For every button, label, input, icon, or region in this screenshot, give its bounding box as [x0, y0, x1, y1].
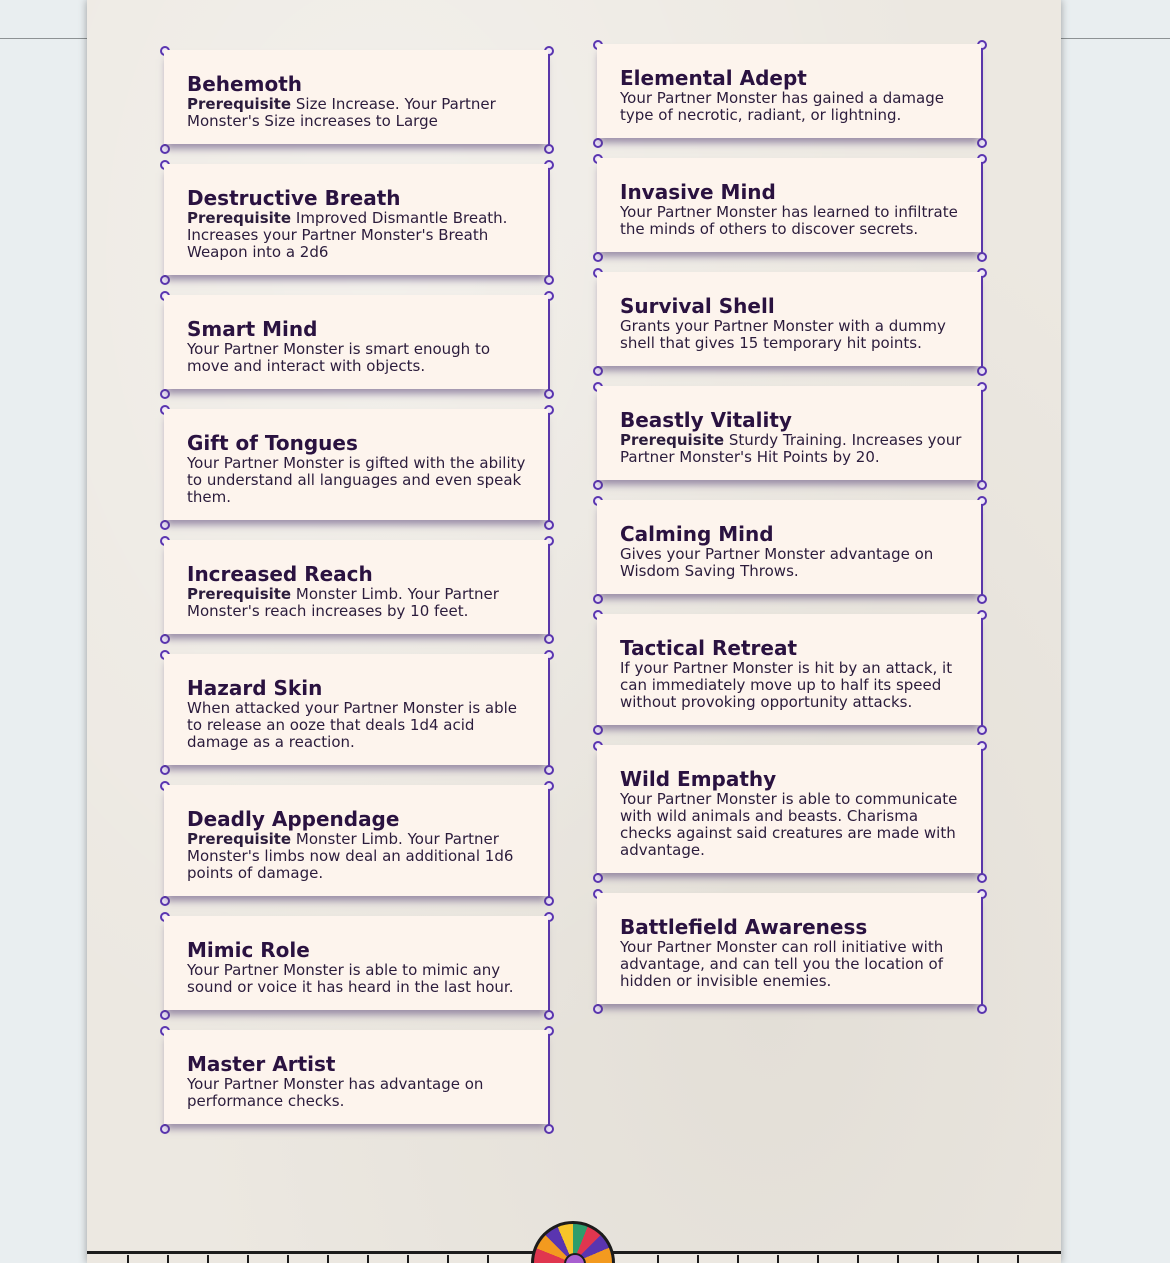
stained-glass-emblem-icon [531, 1221, 615, 1263]
rail-right-ornament [548, 50, 550, 150]
rail-right-ornament [548, 916, 550, 1016]
feature-card [159, 785, 551, 896]
feature-title: Calming Mind [620, 522, 774, 546]
footer-tick [1017, 1255, 1019, 1263]
footer-tick [287, 1255, 289, 1263]
prerequisite-label: Prerequisite [187, 209, 292, 227]
feature-title: Deadly Appendage [187, 807, 400, 831]
feature-card [159, 540, 551, 634]
feature-description: If your Partner Monster is hit by an attack, it can immediately move up to half its speed without provoking opportunity attacks. [620, 659, 953, 711]
prerequisite-label: Prerequisite [620, 431, 725, 449]
rail-right-ornament [981, 272, 983, 372]
rail-right-ornament [548, 295, 550, 395]
feature-title: Battlefield Awareness [620, 915, 868, 939]
rail-right-ornament [548, 540, 550, 640]
feature-title: Mimic Role [187, 938, 310, 962]
feature-card [159, 164, 551, 275]
footer-tick [167, 1255, 169, 1263]
feature-title: Elemental Adept [620, 66, 807, 90]
right-feature-column [592, 44, 984, 1024]
feature-description: Grants your Partner Monster with a dummy shell that gives 15 temporary hit points. [620, 317, 946, 352]
feature-description [187, 586, 530, 620]
footer-tick [977, 1255, 979, 1263]
feature-text: Increases your Partner Monster's Breath Weapon into a 2d6 [187, 226, 489, 261]
footer-tick [937, 1255, 939, 1263]
feature-card [592, 893, 984, 1004]
prerequisite-value: Size Increase. [295, 95, 400, 113]
prerequisite-label: Prerequisite [187, 95, 292, 113]
prerequisite-label: Prerequisite [187, 585, 292, 603]
feature-text: Your Partner Monster's Size increases to Large [187, 95, 496, 130]
document-page [87, 0, 1061, 1263]
footer-tick [127, 1255, 129, 1263]
feature-description: Your Partner Monster is smart enough to move and interact with objects. [187, 340, 491, 375]
feature-text: Your Partner Monster's limbs now deal an additional 1d6 points of damage. [187, 830, 514, 882]
feature-description: Your Partner Monster is gifted with the ability to understand all languages and even speak them. [187, 454, 526, 506]
footer-tick [447, 1255, 449, 1263]
rail-right-ornament [548, 409, 550, 526]
feature-description: Your Partner Monster has advantage on performance checks. [187, 1075, 484, 1110]
feature-description: Your Partner Monster has gained a damage type of necrotic, radiant, or lightning. [620, 89, 944, 124]
feature-text: Increases your Partner Monster's Hit Points by 20. [620, 431, 962, 466]
feature-description [187, 831, 530, 882]
feature-card [592, 272, 984, 366]
feature-description: Your Partner Monster is able to mimic any sound or voice it has heard in the last hour. [187, 961, 514, 996]
feature-description [620, 432, 963, 466]
feature-title: Behemoth [187, 72, 302, 96]
prerequisite-label: Prerequisite [187, 830, 292, 848]
rail-right-ornament [981, 745, 983, 879]
feature-card [159, 295, 551, 389]
footer-tick [817, 1255, 819, 1263]
feature-text: Your Partner Monster's reach increases by 10 feet. [187, 585, 499, 620]
rail-right-ornament [981, 386, 983, 486]
rail-right-ornament [981, 44, 983, 144]
feature-card [592, 614, 984, 725]
feature-title: Gift of Tongues [187, 431, 358, 455]
footer-tick [207, 1255, 209, 1263]
feature-card [159, 916, 551, 1010]
footer-tick [857, 1255, 859, 1263]
rail-right-ornament [548, 654, 550, 771]
footer-tick [487, 1255, 489, 1263]
feature-title: Increased Reach [187, 562, 373, 586]
footer-tick [737, 1255, 739, 1263]
rail-right-ornament [981, 158, 983, 258]
rail-right-ornament [981, 614, 983, 731]
prerequisite-value: Monster Limb. [295, 830, 403, 848]
feature-description [187, 96, 530, 130]
footer-tick [897, 1255, 899, 1263]
feature-title: Beastly Vitality [620, 408, 792, 432]
prerequisite-value: Monster Limb. [295, 585, 403, 603]
feature-description: Your Partner Monster can roll initiative with advantage, and can tell you the location of hidden or invisible enemies. [620, 938, 944, 990]
footer-tick [697, 1255, 699, 1263]
feature-description: Gives your Partner Monster advantage on Wisdom Saving Throws. [620, 545, 934, 580]
feature-card [159, 654, 551, 765]
feature-title: Hazard Skin [187, 676, 323, 700]
prerequisite-value: Improved Dismantle Breath. [295, 209, 508, 227]
rail-right-ornament [548, 785, 550, 902]
feature-description: When attacked your Partner Monster is able to release an ooze that deals 1d4 acid damage as a reaction. [187, 699, 518, 751]
feature-title: Invasive Mind [620, 180, 776, 204]
feature-card [159, 1030, 551, 1124]
footer-tick [327, 1255, 329, 1263]
feature-title: Wild Empathy [620, 767, 777, 791]
feature-description: Your Partner Monster has learned to infiltrate the minds of others to discover secrets. [620, 203, 958, 238]
rail-right-ornament [981, 893, 983, 1010]
feature-card [592, 386, 984, 480]
feature-title: Survival Shell [620, 294, 775, 318]
feature-title: Smart Mind [187, 317, 318, 341]
feature-description: Your Partner Monster is able to communicate with wild animals and beasts. Charisma checks against said creatures are made with advantage. [620, 790, 958, 859]
feature-card [592, 44, 984, 138]
feature-title: Master Artist [187, 1052, 336, 1076]
footer-tick [777, 1255, 779, 1263]
feature-card [592, 745, 984, 873]
feature-card [159, 409, 551, 520]
feature-card [592, 500, 984, 594]
rail-right-ornament [548, 164, 550, 281]
feature-title: Destructive Breath [187, 186, 401, 210]
feature-card [159, 50, 551, 144]
footer-tick [367, 1255, 369, 1263]
rail-right-ornament [548, 1030, 550, 1130]
prerequisite-value: Sturdy Training. [728, 431, 847, 449]
footer-tick [407, 1255, 409, 1263]
footer-tick [657, 1255, 659, 1263]
left-feature-column [159, 50, 551, 1144]
feature-title: Tactical Retreat [620, 636, 798, 660]
feature-card [592, 158, 984, 252]
feature-description [187, 210, 530, 261]
rail-right-ornament [981, 500, 983, 600]
footer-tick [247, 1255, 249, 1263]
